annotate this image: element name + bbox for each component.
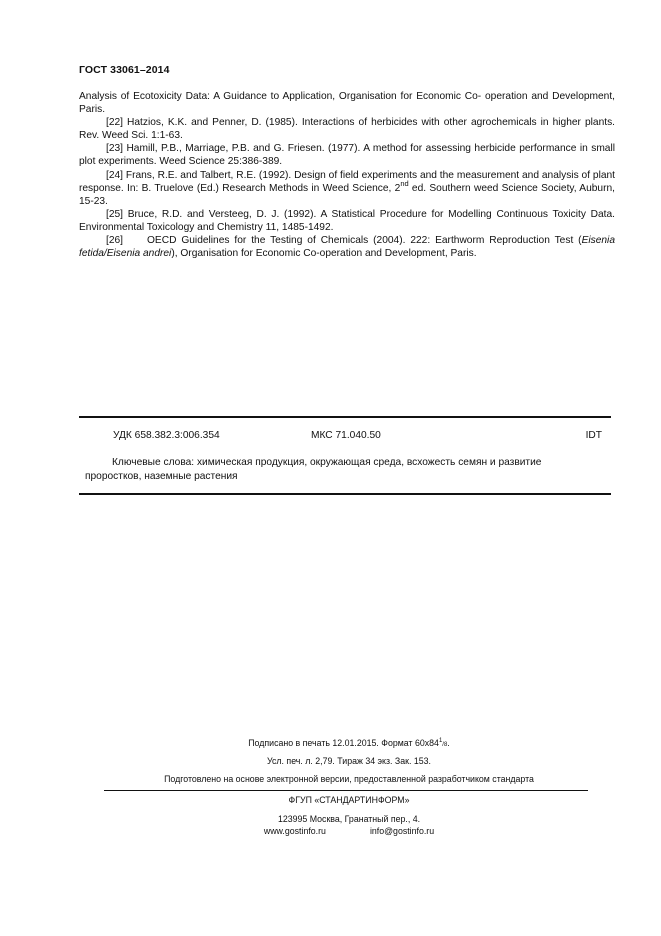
- document-code: ГОСТ 33061–2014: [79, 64, 170, 76]
- reference-24: [79, 169, 615, 208]
- references-list: [79, 90, 615, 260]
- imprint-signed-end: .: [447, 738, 450, 748]
- reference-26-text-end: ), Organisation for Economic Co-operation and Development, Paris.: [171, 248, 477, 260]
- reference-24-text: [24] Frans, R.E. and Talbert, R.E. (1992). Design of field experiments and the measurement and analysis of plant response. In: B. Truelove (Ed.) Research Methods in Weed Science, 2: [79, 169, 615, 194]
- website-link[interactable]: www.gostinfo.ru: [263, 826, 326, 836]
- reference-26-label: [26]: [106, 235, 123, 247]
- reference-continuation: Analysis of Ecotoxicity Data: A Guidance to Application, Organisation for Economic Co- operation and Development, Paris.: [79, 91, 615, 116]
- reference-23: [23] Hamill, P.B., Marriage, P.B. and G. Friesen. (1977). A method for assessing herbicide performance in small plot experiments. Weed Science 25:386-389.: [79, 143, 615, 168]
- divider-bottom: [79, 493, 611, 495]
- mks-code: МКС 71.040.50: [311, 430, 381, 441]
- reference-22: [22] Hatzios, K.K. and Penner, D. (1985). Interactions of herbicides with other agrochemicals in higher plants. Rev. Weed Sci. 1:1-63.: [79, 117, 615, 142]
- imprint-signed: [79, 738, 619, 748]
- imprint-divider: [104, 790, 588, 791]
- imprint-format-sub: /8: [442, 742, 448, 748]
- reference-24-text-end: ed. Southern weed Science Society, Auburn, 15-23.: [79, 182, 615, 207]
- reference-26-text: OECD Guidelines for the Testing of Chemicals (2004). 222: Earthworm Reproduction Test (: [147, 235, 582, 247]
- reference-26-species: Eisenia fetida/Eisenia andrei: [79, 235, 615, 260]
- imprint-address: 123995 Москва, Гранатный пер., 4.: [277, 814, 421, 824]
- reference-25: [25] Bruce, R.D. and Versteeg, D. J. (1992). A Statistical Procedure for Modelling Continuous Toxicity Data. Environmental Toxicology and Chemistry 11, 1485-1492.: [79, 208, 615, 233]
- keywords-label: Ключевые слова:: [112, 457, 195, 468]
- keywords-text: химическая продукция, окружающая среда, всхожесть семян и развитие: [194, 457, 542, 468]
- imprint-format-sup: 1: [438, 738, 443, 744]
- idt-label: IDT: [585, 430, 602, 441]
- keywords-block: [85, 456, 595, 483]
- imprint-contacts: [79, 826, 619, 836]
- imprint-org: ФГУП «СТАНДАРТИНФОРМ»: [288, 795, 410, 805]
- email-link[interactable]: info@gostinfo.ru: [369, 826, 435, 836]
- keywords-text-continued: проростков, наземные растения: [85, 470, 238, 482]
- reference-24-superscript: nd: [400, 178, 409, 188]
- imprint-prepared: Подготовлено на основе электронной версии, предоставленной разработчиком стандарта: [164, 774, 534, 784]
- udk-code: УДК 658.382.3:006.354: [113, 430, 220, 441]
- reference-26: [79, 234, 615, 260]
- divider-top: [79, 416, 611, 418]
- imprint-signed-text: Подписано в печать 12.01.2015. Формат 60х84: [248, 738, 439, 748]
- imprint-print-info: Усл. печ. л. 2,79. Тираж 34 экз. Зак. 153.: [267, 756, 431, 766]
